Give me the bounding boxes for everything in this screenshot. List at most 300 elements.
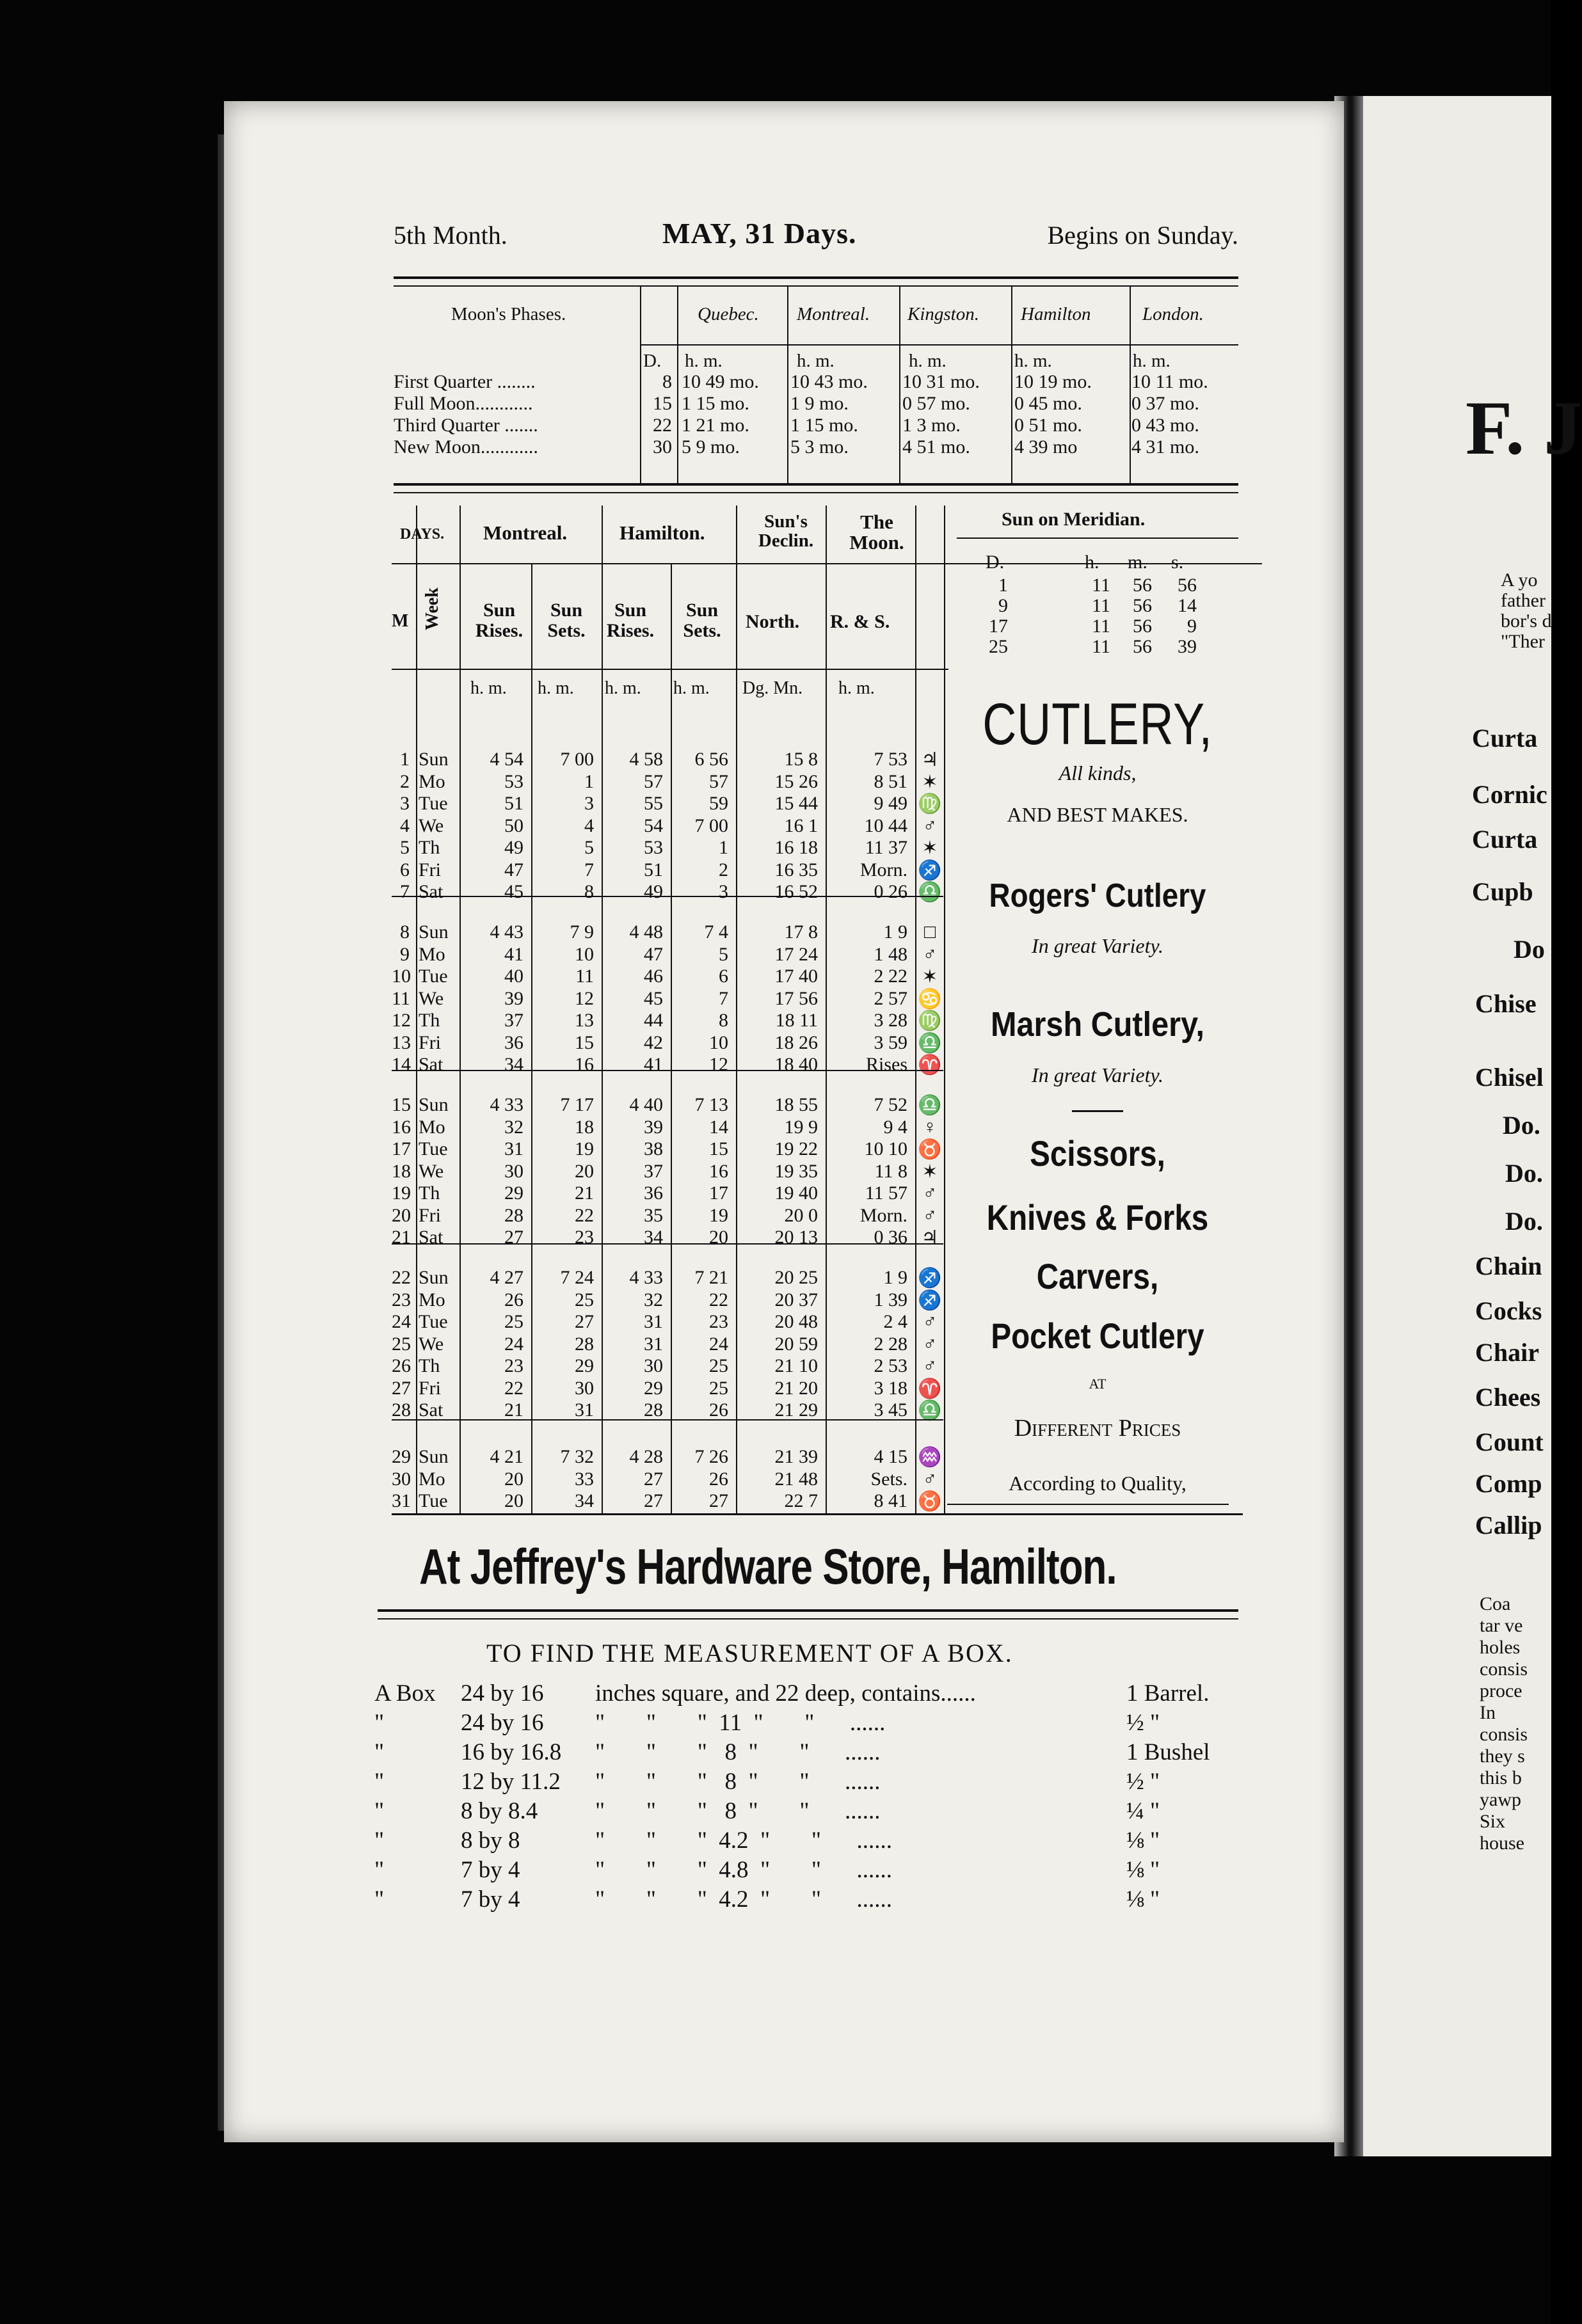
calendar-cell: 0 26 <box>874 881 907 902</box>
box-description: " " " 8 " " ...... <box>595 1798 881 1824</box>
box-prefix: " <box>374 1769 385 1795</box>
calendar-cell: 8 51 <box>874 770 907 792</box>
right-page-para: holes <box>1480 1637 1521 1658</box>
calendar-cell: 29 <box>644 1377 663 1399</box>
right-page-item: Callip <box>1475 1511 1542 1540</box>
calendar-cell: Sat <box>419 881 443 902</box>
calendar-cell: Sat <box>419 1227 443 1248</box>
calendar-cell: Th <box>419 1010 440 1031</box>
calendar-cell: 36 <box>504 1031 523 1053</box>
calendar-cell: 41 <box>644 1054 663 1075</box>
calendar-cell: 7 00 <box>694 815 728 836</box>
right-page-para: they s <box>1480 1746 1525 1767</box>
calendar-cell: We <box>419 1160 444 1182</box>
calendar-cell: 7 17 <box>560 1094 594 1115</box>
ad-cutlery: CUTLERY, <box>982 692 1213 757</box>
calendar-cell: 19 <box>392 1182 411 1204</box>
calendar-cell: Rises <box>865 1054 907 1075</box>
calendar-cell: 28 <box>392 1399 411 1421</box>
right-page-para: In <box>1480 1702 1496 1723</box>
calendar-cell: 21 20 <box>774 1377 818 1399</box>
calendar-cell: 8 41 <box>874 1490 907 1511</box>
week-divider <box>392 1243 943 1245</box>
calendar-cell: 11 37 <box>865 837 907 858</box>
calendar-cell: Sets. <box>870 1468 907 1490</box>
calendar-cell: 35 <box>644 1204 663 1226</box>
box-description: inches square, and 22 deep, contains...... <box>595 1680 976 1707</box>
calendar-cell: 21 <box>392 1227 411 1248</box>
calendar-cell: 2 <box>719 859 728 880</box>
right-page-heading: F. J <box>1466 385 1582 470</box>
calendar-cell: 6 56 <box>694 749 728 770</box>
calendar-cell: 31 <box>575 1399 594 1421</box>
city-london: London. <box>1142 304 1204 324</box>
calendar-cell: 7 <box>719 987 728 1009</box>
calendar-cell: 1 39 <box>874 1289 907 1310</box>
box-title: TO FIND THE MEASUREMENT OF A BOX. <box>486 1639 1013 1667</box>
right-page-para: proce <box>1480 1680 1522 1701</box>
store-line: At Jeffrey's Hardware Store, Hamilton. <box>419 1540 1117 1595</box>
aspect-symbol-icon: ♉ <box>918 1491 942 1512</box>
meridian-cell: 11 <box>1092 575 1110 596</box>
calendar-cell: 4 28 <box>629 1446 663 1467</box>
calendar-cell: 8 <box>584 881 594 902</box>
calendar-cell: 7 53 <box>874 749 907 770</box>
calendar-cell: 25 <box>575 1289 594 1310</box>
calendar-cell: 30 <box>504 1160 523 1182</box>
right-page-item: Count <box>1475 1428 1544 1456</box>
calendar-cell: 23 <box>504 1355 523 1376</box>
calendar-cell: 30 <box>575 1377 594 1399</box>
calendar-cell: 54 <box>644 815 663 836</box>
calendar-cell: 6 <box>400 859 410 880</box>
calendar-cell: Morn. <box>859 1204 907 1226</box>
calendar-cell: Sun <box>419 1446 449 1467</box>
phases-bottom-rule <box>394 483 1238 493</box>
meridian-cell: 39 <box>1178 636 1197 657</box>
calendar-cell: Fri <box>419 1031 442 1053</box>
calendar-cell: 1 <box>719 837 728 858</box>
calendar-cell: 12 <box>709 1054 728 1075</box>
calendar-cell: 11 <box>392 987 410 1009</box>
phase-day: 22 <box>653 415 672 436</box>
calendar-cell: 20 37 <box>774 1289 818 1310</box>
calendar-cell: 9 <box>400 943 410 965</box>
right-page-item: Do. <box>1505 1207 1543 1236</box>
right-page-para: Coa <box>1480 1593 1511 1614</box>
calendar-cell: 17 24 <box>774 943 818 965</box>
calendar-cell: 57 <box>709 770 728 792</box>
aspect-symbol-icon: ♉ <box>918 1139 942 1160</box>
right-page-para: house <box>1480 1833 1524 1854</box>
calendar-cell: 28 <box>504 1204 523 1226</box>
calendar-cell: 3 <box>584 793 594 814</box>
right-page-para: consis <box>1480 1659 1528 1680</box>
box-prefix: " <box>374 1857 385 1883</box>
box-dimensions: 12 by 11.2 <box>461 1769 561 1795</box>
meridian-cell: 9 <box>1187 616 1197 637</box>
box-prefix: " <box>374 1827 385 1854</box>
calendar-cell: Sun <box>419 1267 449 1288</box>
meridian-cell: 11 <box>1092 616 1110 637</box>
calendar-cell: 17 <box>392 1138 411 1159</box>
calendar-cell: 15 44 <box>774 793 818 814</box>
calendar-cell: 32 <box>644 1289 663 1310</box>
calendar-cell: 31 <box>504 1138 523 1159</box>
meridian-cell: 25 <box>989 636 1008 657</box>
aspect-symbol-icon: ✶ <box>922 838 938 859</box>
right-page-item: Chisel <box>1475 1063 1544 1092</box>
aspect-symbol-icon: ♂ <box>922 1311 938 1332</box>
calendar-cell: 17 <box>709 1182 728 1204</box>
calendar-cell: Th <box>419 1182 440 1204</box>
right-page-item: Do. <box>1503 1111 1540 1140</box>
calendar-cell: 20 25 <box>774 1267 818 1288</box>
right-page-line: "Ther <box>1501 631 1545 652</box>
right-page-item: Chees <box>1475 1383 1541 1412</box>
calendar-cell: 4 54 <box>490 749 523 770</box>
right-page-item: Do <box>1514 935 1545 964</box>
calendar-cell: 20 <box>504 1490 523 1511</box>
calendar-cell: 3 45 <box>874 1399 907 1421</box>
box-result: 1 Barrel. <box>1126 1680 1210 1707</box>
box-result: ⅛ " <box>1126 1857 1160 1883</box>
city-hamilton: Hamilton <box>1021 304 1091 324</box>
calendar-cell: 24 <box>504 1333 523 1355</box>
calendar-cell: 53 <box>644 837 663 858</box>
phase-kingston: 1 3 mo. <box>902 415 961 436</box>
calendar-cell: Tue <box>419 966 448 987</box>
aspect-symbol-icon: ♂ <box>922 1468 938 1490</box>
calendar-cell: 42 <box>644 1031 663 1053</box>
calendar-cell: Sat <box>419 1399 443 1421</box>
calendar-cell: 19 <box>709 1204 728 1226</box>
calendar-cell: 24 <box>709 1333 728 1355</box>
phase-kingston: 4 51 mo. <box>902 436 970 458</box>
calendar-cell: 21 48 <box>774 1468 818 1490</box>
calendar-cell: 21 <box>575 1182 594 1204</box>
box-result: ¼ " <box>1126 1798 1160 1824</box>
calendar-cell: 4 15 <box>874 1446 907 1467</box>
box-dimensions: 24 by 16 <box>461 1710 544 1736</box>
phases-header: Moon's Phases. <box>451 304 566 324</box>
right-page-para: yawp <box>1480 1789 1521 1810</box>
calendar-cell: 16 <box>575 1054 594 1075</box>
calendar-cell: 32 <box>504 1116 523 1138</box>
calendar-cell: 13 <box>575 1010 594 1031</box>
calendar-cell: 18 55 <box>774 1094 818 1115</box>
right-page-item: Cornic <box>1472 780 1547 809</box>
calendar-cell: 3 18 <box>874 1377 907 1399</box>
aspect-symbol-icon: ✶ <box>922 771 938 793</box>
calendar-cell: We <box>419 1333 444 1355</box>
aspect-symbol-icon: ♈ <box>918 1055 942 1076</box>
phase-london: 10 11 mo. <box>1131 371 1208 392</box>
phase-montreal: 1 9 mo. <box>790 393 849 414</box>
calendar-cell: 41 <box>504 943 523 965</box>
calendar-cell: 4 27 <box>490 1267 523 1288</box>
calendar-cell: 39 <box>644 1116 663 1138</box>
box-result: ½ " <box>1126 1710 1160 1736</box>
right-page-item: Chise <box>1475 989 1537 1018</box>
calendar-cell: 15 26 <box>774 770 818 792</box>
right-page-para: consis <box>1480 1724 1528 1745</box>
calendar-cell: 17 8 <box>784 921 818 943</box>
week-divider <box>392 1070 943 1071</box>
calendar-cell: 4 33 <box>629 1267 663 1288</box>
calendar-cell: 38 <box>644 1138 663 1159</box>
calendar-cell: 2 <box>400 770 410 792</box>
aspect-symbol-icon: ♎ <box>918 882 942 903</box>
calendar-cell: 2 28 <box>874 1333 907 1355</box>
calendar-cell: 16 18 <box>774 837 818 858</box>
city-kingston: Kingston. <box>907 304 979 324</box>
calendar-cell: 10 <box>575 943 594 965</box>
calendar-cell: 11 8 <box>874 1160 907 1182</box>
calendar-cell: 39 <box>504 987 523 1009</box>
calendar-cell: 23 <box>709 1311 728 1332</box>
calendar-cell: 34 <box>644 1227 663 1248</box>
aspect-symbol-icon: ♂ <box>922 815 938 836</box>
aspect-symbol-icon: ♂ <box>922 1333 938 1355</box>
calendar-cell: Tue <box>419 1311 448 1332</box>
calendar-cell: 25 <box>709 1377 728 1399</box>
phase-london: 0 43 mo. <box>1131 415 1199 436</box>
calendar-cell: 4 58 <box>629 749 663 770</box>
meridian-cell: 56 <box>1133 575 1152 596</box>
calendar-cell: Th <box>419 1355 440 1376</box>
phase-quebec: 1 21 mo. <box>682 415 749 436</box>
calendar-cell: 6 <box>719 966 728 987</box>
phase-name: New Moon............ <box>394 436 538 458</box>
phase-name: Full Moon............ <box>394 393 533 414</box>
calendar-cell: 45 <box>644 987 663 1009</box>
calendar-cell: 19 35 <box>774 1160 818 1182</box>
calendar-cell: 14 <box>392 1054 411 1075</box>
calendar-cell: 7 <box>584 859 594 880</box>
phase-london: 4 31 mo. <box>1131 436 1199 458</box>
calendar-cell: 29 <box>504 1182 523 1204</box>
meridian-cell: 11 <box>1092 595 1110 616</box>
calendar-cell: 18 40 <box>774 1054 818 1075</box>
calendar-cell: 4 21 <box>490 1446 523 1467</box>
calendar-cell: Th <box>419 837 440 858</box>
calendar-cell: 12 <box>575 987 594 1009</box>
calendar-cell: 31 <box>392 1490 411 1511</box>
meridian-cell: 14 <box>1178 595 1197 616</box>
calendar-cell: 4 <box>584 815 594 836</box>
calendar-cell: 55 <box>644 793 663 814</box>
calendar-cell: 21 29 <box>774 1399 818 1421</box>
calendar-cell: 33 <box>575 1468 594 1490</box>
box-description: " " " 4.2 " " ...... <box>595 1827 893 1854</box>
right-page-line: A yo <box>1501 569 1538 591</box>
calendar-cell: 2 53 <box>874 1355 907 1376</box>
phase-montreal: 5 3 mo. <box>790 436 849 458</box>
aspect-symbol-icon: ♋ <box>918 988 942 1010</box>
calendar-cell: 0 36 <box>874 1227 907 1248</box>
box-dimensions: 24 by 16 <box>461 1680 544 1707</box>
calendar-cell: 5 <box>719 943 728 965</box>
calendar-cell: 2 57 <box>874 987 907 1009</box>
calendar-cell: 51 <box>504 793 523 814</box>
calendar-cell: 34 <box>575 1490 594 1511</box>
calendar-cell: 4 43 <box>490 921 523 943</box>
calendar-cell: 3 <box>400 793 410 814</box>
calendar-cell: 20 48 <box>774 1311 818 1332</box>
calendar-cell: 22 <box>504 1377 523 1399</box>
box-prefix: " <box>374 1886 385 1913</box>
box-dimensions: 16 by 16.8 <box>461 1739 562 1765</box>
calendar-cell: 20 0 <box>784 1204 818 1226</box>
box-dimensions: 7 by 4 <box>461 1886 520 1913</box>
calendar-cell: 20 <box>392 1204 411 1226</box>
aspect-symbol-icon: ♎ <box>918 1400 942 1421</box>
calendar-cell: 19 22 <box>774 1138 818 1159</box>
calendar-cell: 31 <box>644 1311 663 1332</box>
calendar-cell: 40 <box>504 966 523 987</box>
calendar-cell: 37 <box>644 1160 663 1182</box>
calendar-cell: Tue <box>419 793 448 814</box>
calendar-cell: 47 <box>644 943 663 965</box>
calendar-cell: 22 7 <box>784 1490 818 1511</box>
calendar-cell: 7 52 <box>874 1094 907 1115</box>
calendar-cell: 21 39 <box>774 1446 818 1467</box>
calendar-cell: 4 48 <box>629 921 663 943</box>
phase-day: 30 <box>653 436 672 458</box>
calendar-cell: 7 13 <box>694 1094 728 1115</box>
calendar-cell: 7 21 <box>694 1267 728 1288</box>
meridian-cell: 9 <box>998 595 1008 616</box>
calendar-cell: We <box>419 987 444 1009</box>
month-label: 5th Month. <box>394 221 507 250</box>
calendar-cell: 1 9 <box>883 921 907 943</box>
phase-montreal: 10 43 mo. <box>790 371 868 392</box>
right-page-line: bor's d <box>1501 610 1552 632</box>
calendar-cell: 7 <box>400 881 410 902</box>
calendar-cell: 27 <box>392 1377 411 1399</box>
calendar-cell: 18 11 <box>775 1010 818 1031</box>
calendar-cell: 26 <box>504 1289 523 1310</box>
aspect-symbol-icon: ♒ <box>918 1447 942 1468</box>
calendar-cell: 9 49 <box>874 793 907 814</box>
calendar-cell: 21 10 <box>774 1355 818 1376</box>
calendar-cell: 14 <box>709 1116 728 1138</box>
calendar-cell: We <box>419 815 444 836</box>
calendar-cell: 45 <box>504 881 523 902</box>
meridian-cell: 17 <box>989 616 1008 637</box>
calendar-cell: 8 <box>400 921 410 943</box>
store-rule <box>378 1609 1238 1620</box>
aspect-symbol-icon: ♀ <box>922 1116 938 1138</box>
aspect-symbol-icon: ♐ <box>918 1268 942 1289</box>
calendar-cell: 11 57 <box>865 1182 907 1204</box>
box-dimensions: 7 by 4 <box>461 1857 520 1883</box>
calendar-cell: 1 <box>400 749 410 770</box>
box-result: ⅛ " <box>1126 1827 1160 1854</box>
phase-hamilton: 0 51 mo. <box>1014 415 1082 436</box>
calendar-cell: 28 <box>644 1399 663 1421</box>
calendar-cell: 18 <box>392 1160 411 1182</box>
calendar-cell: 3 <box>719 881 728 902</box>
box-description: " " " 4.8 " " ...... <box>595 1857 893 1883</box>
calendar-cell: 24 <box>392 1311 411 1332</box>
calendar-cell: 36 <box>644 1182 663 1204</box>
calendar-cell: 16 52 <box>774 881 818 902</box>
calendar-cell: Sun <box>419 749 449 770</box>
calendar-cell: 11 <box>575 966 594 987</box>
calendar-cell: Sun <box>419 1094 449 1115</box>
calendar-cell: 16 <box>392 1116 411 1138</box>
phase-quebec: 5 9 mo. <box>682 436 740 458</box>
aspect-symbol-icon: ♎ <box>918 1095 942 1116</box>
meridian-cell: 56 <box>1133 636 1152 657</box>
calendar-cell: 31 <box>644 1333 663 1355</box>
phase-day: 15 <box>653 393 672 414</box>
calendar-cell: 51 <box>644 859 663 880</box>
calendar-cell: 5 <box>400 837 410 858</box>
calendar-cell: Sun <box>419 921 449 943</box>
aspect-symbol-icon: ♂ <box>922 1182 938 1204</box>
calendar-cell: 9 4 <box>883 1116 907 1138</box>
phase-hamilton: 0 45 mo. <box>1014 393 1082 414</box>
calendar-cell: 15 8 <box>784 749 818 770</box>
phase-kingston: 0 57 mo. <box>902 393 970 414</box>
phase-quebec: 10 49 mo. <box>682 371 759 392</box>
aspect-symbol-icon: ♍ <box>918 1010 942 1031</box>
meridian-cell: 56 <box>1133 616 1152 637</box>
calendar-cell: 19 40 <box>774 1182 818 1204</box>
calendar-cell: 44 <box>644 1010 663 1031</box>
box-prefix: " <box>374 1739 385 1765</box>
calendar-cell: 17 56 <box>774 987 818 1009</box>
calendar-cell: Sat <box>419 1054 443 1075</box>
aspect-symbol-icon: ♐ <box>918 859 942 881</box>
calendar-cell: 4 <box>400 815 410 836</box>
calendar-cell: 4 33 <box>490 1094 523 1115</box>
calendar-cell: 27 <box>709 1490 728 1511</box>
page-header <box>394 216 1238 255</box>
aspect-symbol-icon: ✶ <box>922 966 938 987</box>
calendar-cell: 15 <box>709 1138 728 1159</box>
box-dimensions: 8 by 8 <box>461 1827 520 1854</box>
calendar-cell: 25 <box>504 1311 523 1332</box>
calendar-cell: Tue <box>419 1138 448 1159</box>
right-page-para: tar ve <box>1480 1615 1523 1636</box>
calendar-cell: 27 <box>644 1468 663 1490</box>
calendar-cell: 4 40 <box>629 1094 663 1115</box>
city-montreal: Montreal. <box>797 304 870 324</box>
calendar-cell: 1 48 <box>874 943 907 965</box>
month-title: MAY, 31 Days. <box>662 217 857 250</box>
right-page-item: Do. <box>1505 1159 1543 1188</box>
calendar-cell: 34 <box>504 1054 523 1075</box>
week-divider <box>392 1419 943 1421</box>
calendar-cell: 7 32 <box>560 1446 594 1467</box>
box-prefix: " <box>374 1798 385 1824</box>
calendar-cell: 18 <box>575 1116 594 1138</box>
right-page-line: father <box>1501 590 1546 611</box>
calendar-cell: 20 59 <box>774 1333 818 1355</box>
calendar-cell: 30 <box>392 1468 411 1490</box>
begins-label: Begins on Sunday. <box>1047 221 1238 250</box>
calendar-cell: 22 <box>709 1289 728 1310</box>
phase-montreal: 1 15 mo. <box>790 415 858 436</box>
calendar-cell: 1 <box>584 770 594 792</box>
phase-london: 0 37 mo. <box>1131 393 1199 414</box>
aspect-symbol-icon: ♃ <box>921 749 939 770</box>
box-prefix: A Box <box>374 1680 436 1707</box>
